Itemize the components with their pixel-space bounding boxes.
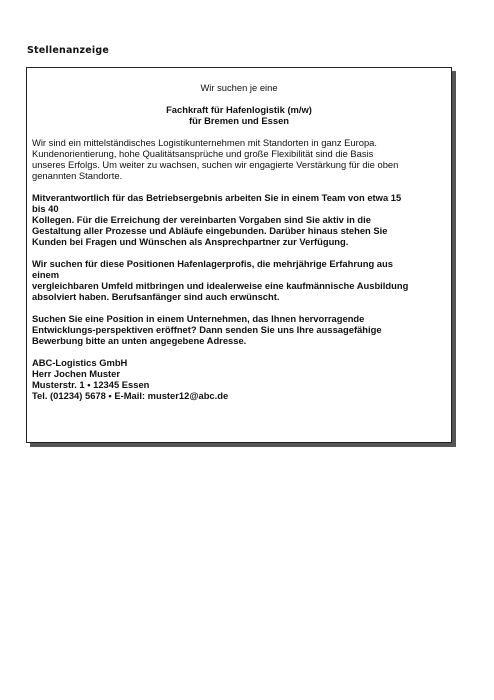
profile-paragraph-line: Wir suchen für diese Positionen Hafenlagerprofis, die mehrjährige Erfahrung aus	[32, 258, 393, 269]
call-to-action-paragraph	[32, 313, 446, 346]
profile-paragraph	[32, 258, 446, 302]
page-heading: Stellenanzeige	[27, 45, 109, 56]
profile-paragraph-line: vergleichbaren Umfeld mitbringen und idealerweise eine kaufmännische Ausbildung	[32, 280, 409, 291]
contact-phone-email: Tel. (01234) 5678 • E-Mail: muster12@abc.de	[32, 390, 229, 401]
call-to-action-line: Bewerbung bitte an unten angegebene Adresse.	[32, 335, 247, 346]
tasks-paragraph	[32, 192, 446, 247]
contact-company: ABC-Logistics GmbH	[32, 357, 128, 368]
ad-intro: Wir suchen je eine	[200, 82, 278, 93]
contact-address: Musterstr. 1 • 12345 Essen	[32, 379, 150, 390]
company-paragraph-line: genannten Standorte.	[32, 170, 123, 181]
call-to-action-line: Entwicklungs-perspektiven eröffnet? Dann senden Sie uns Ihre aussagefähige	[32, 324, 382, 335]
company-paragraph	[32, 137, 446, 181]
profile-paragraph-line: einem	[32, 269, 60, 280]
tasks-paragraph-line: Mitverantwortlich für das Betriebsergebnis arbeiten Sie in einem Team von etwa 15	[32, 192, 402, 203]
company-paragraph-line: Wir sind ein mittelständisches Logistikunternehmen mit Standorten in ganz Europa.	[32, 137, 377, 148]
tasks-paragraph-line: Kollegen. Für die Erreichung der vereinbarten Vorgaben sind Sie aktiv in die	[32, 214, 371, 225]
ad-job-title-line2: für Bremen und Essen	[188, 115, 290, 126]
call-to-action-line: Suchen Sie eine Position in einem Unternehmen, das Ihnen hervorragende	[32, 313, 365, 324]
tasks-paragraph-line: Kunden bei Fragen und Wünschen als Ansprechpartner zur Verfügung.	[32, 236, 349, 247]
tasks-paragraph-line: bis 40	[32, 203, 59, 214]
company-paragraph-line: Kundenorientierung, hohe Qualitätsansprüche und große Flexibilität sind die Basis	[32, 148, 374, 159]
company-paragraph-line: unseres Erfolgs. Um weiter zu wachsen, suchen wir engagierte Verstärkung für die oben	[32, 159, 399, 170]
contact-person: Herr Jochen Muster	[32, 368, 121, 379]
tasks-paragraph-line: Gestaltung aller Prozesse und Abläufe eingebunden. Darüber hinaus stehen Sie	[32, 225, 388, 236]
ad-job-title-line1: Fachkraft für Hafenlogistik (m/w)	[166, 104, 312, 115]
job-ad-box	[26, 67, 452, 443]
profile-paragraph-line: absolviert haben. Berufsanfänger sind auch erwünscht.	[32, 291, 280, 302]
ad-job-title	[32, 104, 446, 126]
contact-block	[32, 357, 446, 401]
